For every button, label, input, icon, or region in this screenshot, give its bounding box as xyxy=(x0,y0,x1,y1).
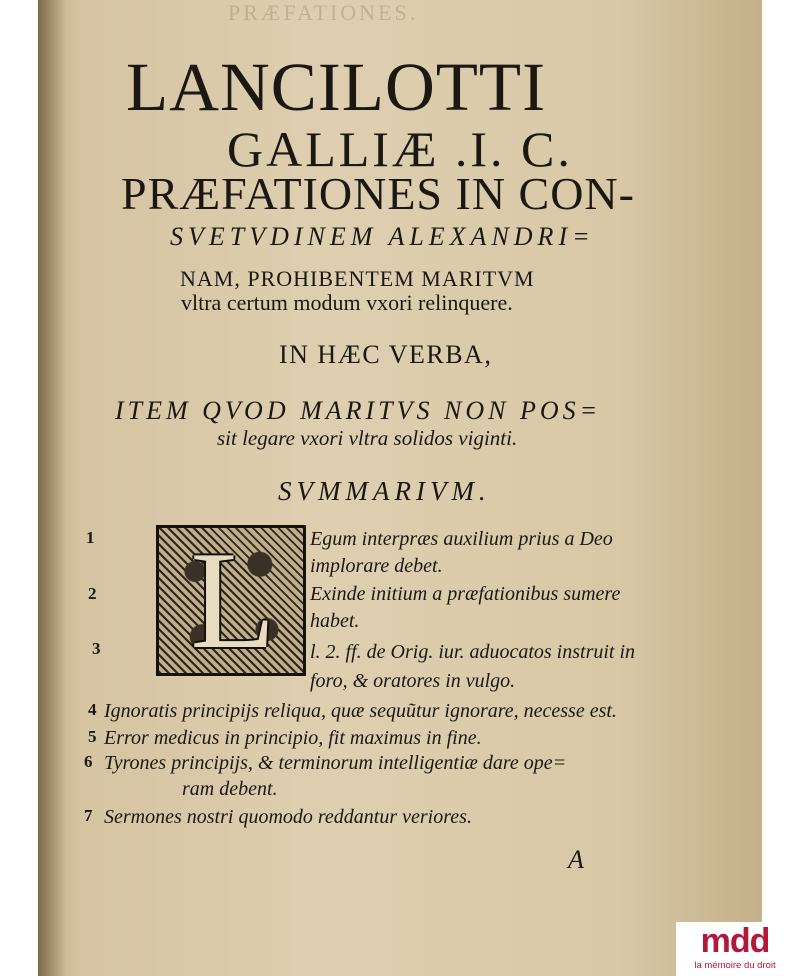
summary-3-line-1: l. 2. ff. de Orig. iur. aduocatos instruit in xyxy=(310,641,636,663)
summary-1-line-2: implorare debet. xyxy=(310,555,443,577)
summary-6-line-1: Tyrones principijs, & terminorum intelligentiæ dare ope= xyxy=(104,752,567,774)
heading-in-haec-verba: IN HÆC VERBA, xyxy=(279,340,493,369)
item-line-1: ITEM QVOD MARITVS NON POS= xyxy=(115,396,602,425)
initial-letter: L xyxy=(190,523,276,678)
summary-3-line-2: foro, & oratores in vulgo. xyxy=(310,670,516,692)
decorated-initial xyxy=(156,525,306,676)
logo-tagline: la mémoire du droit xyxy=(694,960,776,971)
summary-number-1: 1 xyxy=(86,528,95,547)
title-origin: GALLIÆ .I. C. xyxy=(227,121,573,177)
title-vltra: vltra certum modum vxori relinquere. xyxy=(181,290,513,315)
summary-number-7: 7 xyxy=(84,806,93,825)
summary-7-line-1: Sermones nostri quomodo reddantur veriores. xyxy=(104,806,472,828)
summary-2-line-1: Exinde initium a præfationibus sumere xyxy=(310,583,621,605)
summary-6-line-2: ram debent. xyxy=(182,778,278,800)
logo-wordmark: mdd xyxy=(700,922,770,960)
summary-4-line-1: Ignoratis principijs reliqua, quæ sequũtur ignorare, necesse est. xyxy=(104,700,617,722)
book-page xyxy=(38,0,762,976)
item-line-2: sit legare vxori vltra solidos viginti. xyxy=(217,426,518,450)
title-praefationes: PRÆFATIONES IN CON- xyxy=(121,168,635,219)
summary-5-line-1: Error medicus in principio, fit maximus in fine. xyxy=(104,727,482,749)
summary-number-6: 6 xyxy=(84,752,93,771)
summary-1-line-1: Egum interpræs auxilium prius a Deo xyxy=(310,528,613,550)
summary-number-3: 3 xyxy=(92,639,101,658)
bleed-through-header: PRÆFATIONES. xyxy=(228,0,419,25)
summary-number-2: 2 xyxy=(88,584,97,603)
summary-2-line-2: habet. xyxy=(310,610,360,632)
summary-number-5: 5 xyxy=(88,727,97,746)
catchword: A xyxy=(568,845,584,874)
title-author: LANCILOTTI xyxy=(126,49,547,125)
title-prohibentem: NAM, PROHIBENTEM MARITVM xyxy=(180,266,535,291)
summary-number-4: 4 xyxy=(88,700,97,719)
watermark-logo xyxy=(676,922,794,976)
heading-summarium: SVMMARIVM. xyxy=(278,476,491,506)
title-consuetudinem: SVETVDINEM ALEXANDRI= xyxy=(170,222,595,251)
